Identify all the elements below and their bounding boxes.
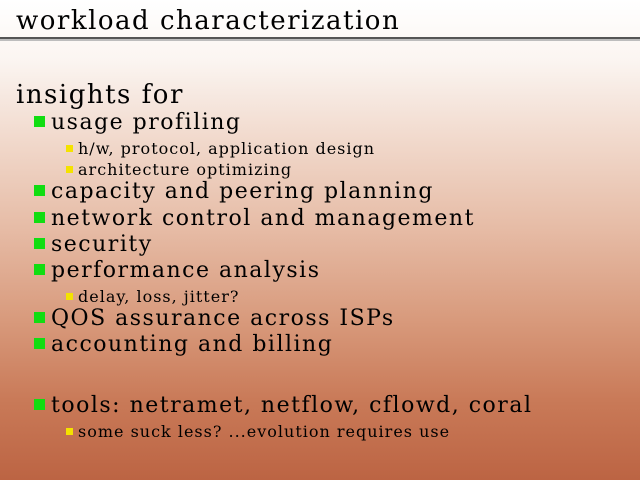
sub-bullet-item — [66, 287, 239, 306]
bullet-text: performance analysis — [51, 258, 321, 283]
bullet-item — [34, 206, 475, 231]
title-rule-shadow — [0, 39, 640, 41]
sub-bullet-text: h/w, protocol, application design — [78, 139, 376, 158]
sub-bullet-text: architecture optimizing — [78, 160, 293, 179]
bullet-text: usage profiling — [51, 110, 242, 135]
green-square-bullet-icon — [34, 212, 45, 223]
bullet-text: QOS assurance across ISPs — [51, 306, 395, 331]
section-heading — [16, 80, 184, 110]
yellow-square-bullet-icon — [66, 428, 73, 435]
title-bar — [0, 0, 640, 38]
bullet-text: tools: netramet, netflow, cflowd, coral — [51, 393, 533, 418]
bullet-text: capacity and peering planning — [51, 179, 434, 204]
green-square-bullet-icon — [34, 185, 45, 196]
section-heading-text: insights for — [16, 80, 184, 110]
sub-bullet-text: delay, loss, jitter? — [78, 287, 240, 306]
bullet-item — [34, 306, 395, 331]
yellow-square-bullet-icon — [66, 145, 73, 152]
slide-title: workload characterization — [16, 6, 401, 36]
green-square-bullet-icon — [34, 264, 45, 275]
green-square-bullet-icon — [34, 399, 45, 410]
green-square-bullet-icon — [34, 116, 45, 127]
bullet-item — [34, 332, 333, 357]
bullet-text: network control and management — [51, 206, 475, 231]
green-square-bullet-icon — [34, 312, 45, 323]
sub-bullet-item — [66, 139, 375, 158]
bullet-item — [34, 258, 321, 283]
bullet-item — [34, 232, 153, 257]
yellow-square-bullet-icon — [66, 166, 73, 173]
sub-bullet-item — [66, 422, 450, 441]
yellow-square-bullet-icon — [66, 293, 73, 300]
bullet-item — [34, 179, 434, 204]
green-square-bullet-icon — [34, 238, 45, 249]
bullet-text: accounting and billing — [51, 332, 334, 357]
sub-bullet-text: some suck less? ...evolution requires use — [78, 422, 451, 441]
sub-bullet-item — [66, 160, 292, 179]
bullet-item — [34, 110, 242, 135]
green-square-bullet-icon — [34, 338, 45, 349]
bullet-item — [34, 393, 532, 418]
bullet-text: security — [51, 232, 153, 257]
